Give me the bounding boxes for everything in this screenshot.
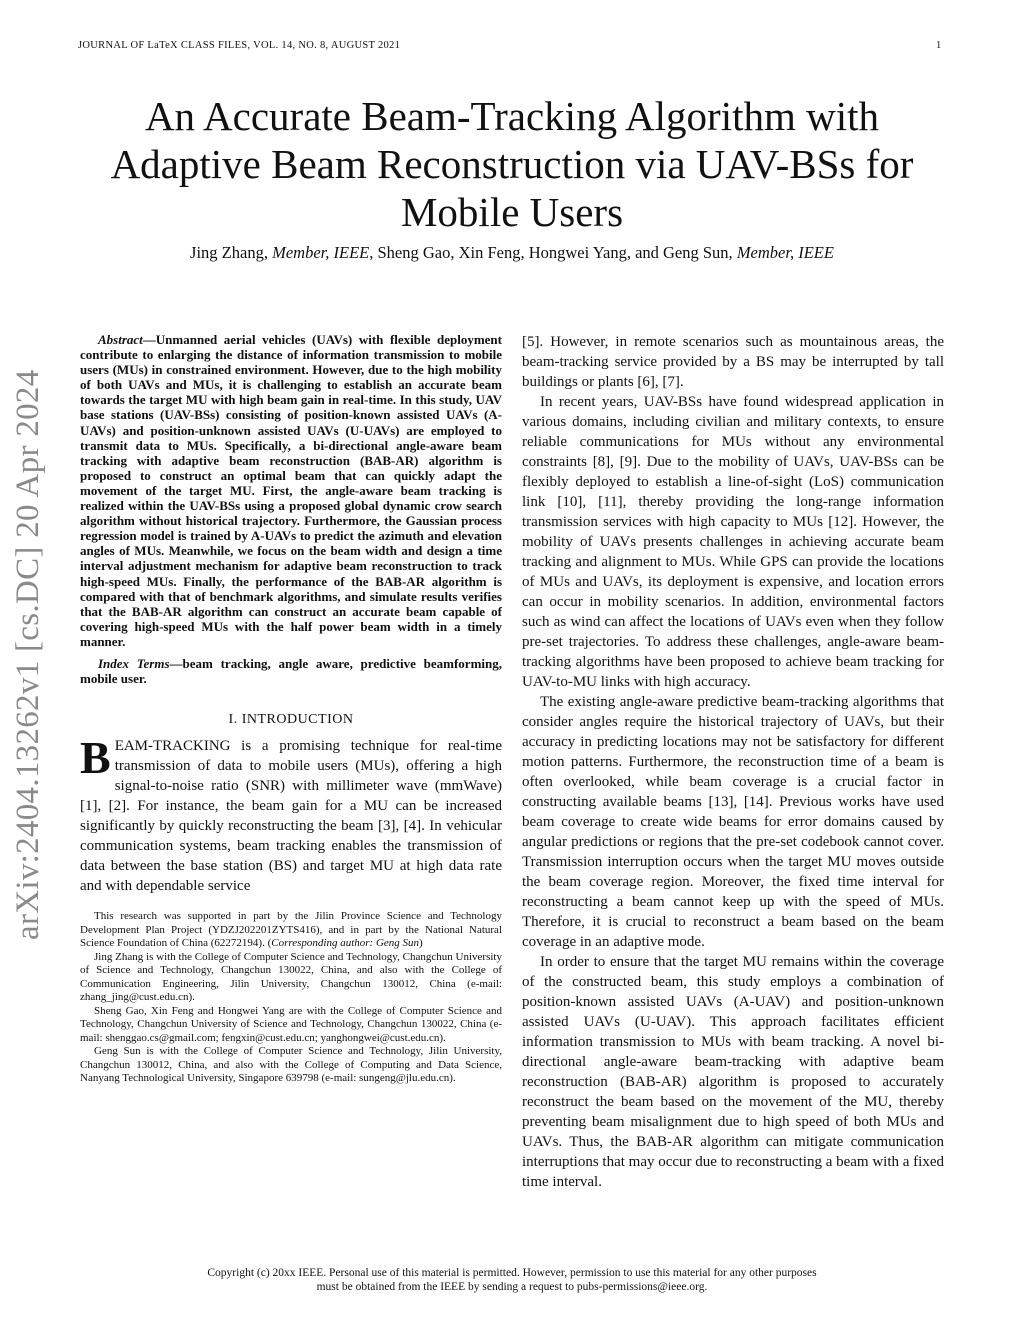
body-paragraph-4: In order to ensure that the target MU remains within the coverage of the constructed beam, this study employs a combination of position-known assisted UAVs (A-UAV) and position-unknown assisted UAVs (U-UAV). This approach facilitates efficient information transmission to MUs with beam tracking. A novel bi-directional angle-aware beam-tracking with adaptive beam reconstruction (BAB-AR) algorithm is proposed to accurately reconstruct the beam based on the movement of the MU, thereby preventing beam misalignment due to high speed of both MUs and UAVs. Thus, the BAB-AR algorithm can mitigate communication interruptions that may occur due to reconstructing a beam with a fixed time interval. <box>522 954 944 1190</box>
intro-text: EAM-TRACKING is a promising technique for real-time transmission of data to mobile users (MUs), offering a high signal-to-noise ratio (SNR) with millimeter wave (mmWave) [1], [2]. For instance, the beam gain for a MU can be increased significantly by quickly reconstructing the beam [3], [4]. In vehicular communication systems, beam tracking enables the transmission of data between the base station (BS) and target MU at high data rate and with dependable service <box>80 738 502 895</box>
copyright-line-2: must be obtained from the IEEE by sending a request to pubs-permissions@ieee.org. <box>316 1281 708 1293</box>
author-1: Jing Zhang, <box>190 243 273 262</box>
paper-title: An Accurate Beam-Tracking Algorithm with Adaptive Beam Reconstruction via UAV-BSs for Mobile Users <box>110 93 914 235</box>
footnote-funding-end: ) <box>419 937 423 950</box>
author-list <box>80 243 944 263</box>
footnote-funding <box>80 910 502 951</box>
copyright-line-1: Copyright (c) 20xx IEEE. Personal use of this material is permitted. However, permission to use this material for any other purposes <box>207 1267 817 1279</box>
page-number: 1 <box>936 40 942 51</box>
footnote-affiliation-2: Sheng Gao, Xin Feng and Hongwei Yang are with the College of Computer Science and Technology, Changchun University of Science and Technology, Changchun 130022, China (e-mail: shenggao.cs@gmail.com; fengxin@cust.edu.cn; yanghongwei@cust.edu.cn). <box>80 1004 502 1044</box>
authors-middle: , Sheng Gao, Xin Feng, Hongwei Yang, and Geng Sun, <box>369 243 737 262</box>
body-paragraph-3: The existing angle-aware predictive beam-tracking algorithms that consider angles require the historical trajectory of UAVs, but their accuracy in predicting locations may not be satisfactory for different motion patterns. Furthermore, the reconstruction time of a beam is often overlooked, while beam coverage is a crucial factor in constructing available beams [13], [14]. Previous works have used beam coverage to create wide beams for error domains caused by angular predictions or regions that the pre-set codebook cannot cover. Transmission interruption occurs when the target MU moves outside the beam coverage region. Moreover, the fixed time interval for reconstructing a beam cannot keep up with the speed of MUs. Therefore, it is crucial to reconstruct a beam based on the beam coverage in an adaptive mode. <box>522 694 944 950</box>
index-terms <box>80 656 502 686</box>
drop-cap: B <box>80 732 111 784</box>
section-heading-introduction: I. INTRODUCTION <box>228 712 354 728</box>
author-1-role: Member, IEEE <box>272 243 370 262</box>
right-column <box>522 332 944 1192</box>
footnote-funding-text: This research was supported in part by the Jilin Province Science and Technology Development Plan Project (YDZJ202201ZYTS416), and in part by the National Natural Science Foundation of China (62272194). ( <box>80 910 502 950</box>
arxiv-stamp: arXiv:2404.13262v1 [cs.DC] 20 Apr 2024 <box>10 369 46 940</box>
abstract-text: —Unmanned aerial vehicles (UAVs) with flexible deployment contribute to enlarging the distance of information transmission to mobile users (MUs) in constrained environment. However, due to the high mobility of both UAVs and MUs, it is challenging to establish an accurate beam towards the target MU with high beam gain in real-time. In this study, UAV base stations (UAV-BSs) consisting of position-known assisted UAVs (A-UAVs) and position-unknown assisted UAVs (U-UAVs) are employed to transmit data to MUs. Specifically, a bi-directional angle-aware beam tracking with adaptive beam reconstruction (BAB-AR) algorithm is proposed to construct an optimal beam that can quickly adapt the movement of the target MU. First, the angle-aware beam tracking is realized within the UAV-BSs using a proposed global dynamic crow search algorithm without historical trajectory. Furthermore, the Gaussian process regression model is trained by A-UAVs to predict the azimuth and elevation angles of MUs. Meanwhile, we focus on the beam width and design a time interval adjustment mechanism for adaptive beam reconstruction to track high-speed MUs. Finally, the performance of the BAB-AR algorithm is compared with that of benchmark algorithms, and simulate results verifies that the BAB-AR algorithm can construct an accurate beam capable of covering high-speed MUs with the half power beam width in a timely manner. <box>80 332 502 649</box>
left-column <box>80 332 502 1086</box>
body-paragraph-2: In recent years, UAV-BSs have found widespread application in various domains, including civilian and military contexts, to ensure reliable communications for MUs without any environmental constraints [8], [9]. Due to the mobility of UAVs, UAV-BSs can be flexibly deployed to establish a line-of-sight (LoS) communication link [10], [11], thereby providing the long-range information transmission services with high capacity to MUs [12]. However, the mobility of UAVs presents challenges in achieving accurate beam tracking and alignment to MUs. While GPS can provide the locations of MUs and UAVs, its deployment is expensive, and location errors can occur in mobility scenarios. In addition, environmental factors such as wind can affect the locations of UAVs even when they follow pre-set trajectories. To address these challenges, angle-aware beam-tracking algorithms have been proposed to achieve beam tracking for UAV-to-MU links with high accuracy. <box>522 394 944 690</box>
abstract-label: Abstract <box>98 332 143 347</box>
copyright-notice <box>80 1266 944 1294</box>
intro-paragraph <box>80 732 502 896</box>
footnotes <box>80 910 502 1086</box>
index-terms-text: —beam tracking, angle aware, predictive beamforming, mobile user. <box>80 655 502 687</box>
abstract <box>80 332 502 649</box>
running-header: JOURNAL OF LaTeX CLASS FILES, VOL. 14, NO. 8, AUGUST 2021 <box>78 40 401 51</box>
footnote-affiliation-3: Geng Sun is with the College of Computer Science and Technology, Jilin University, Changchun 130012, China, and also with the College of Computing and Data Science, Nanyang Technological University, Singapore 639798 (e-mail: sungeng@jlu.edu.cn). <box>80 1045 502 1085</box>
author-6-role: Member, IEEE <box>736 243 834 262</box>
body-paragraph-1: [5]. However, in remote scenarios such as mountainous areas, the beam-tracking service provided by a BS may be interrupted by tall buildings or plants [6], [7]. <box>522 334 944 390</box>
footnote-affiliation-1: Jing Zhang is with the College of Computer Science and Technology, Changchun University of Science and Technology, Changchun 130022, China, and also with the College of Communication Engineering, Jilin University, Changchun 130012, China (e-mail: zhang_jing@cust.edu.cn). <box>80 950 502 1004</box>
index-terms-label: Index Terms <box>98 655 170 671</box>
corresponding-author: Corresponding author: Geng Sun <box>271 937 420 950</box>
